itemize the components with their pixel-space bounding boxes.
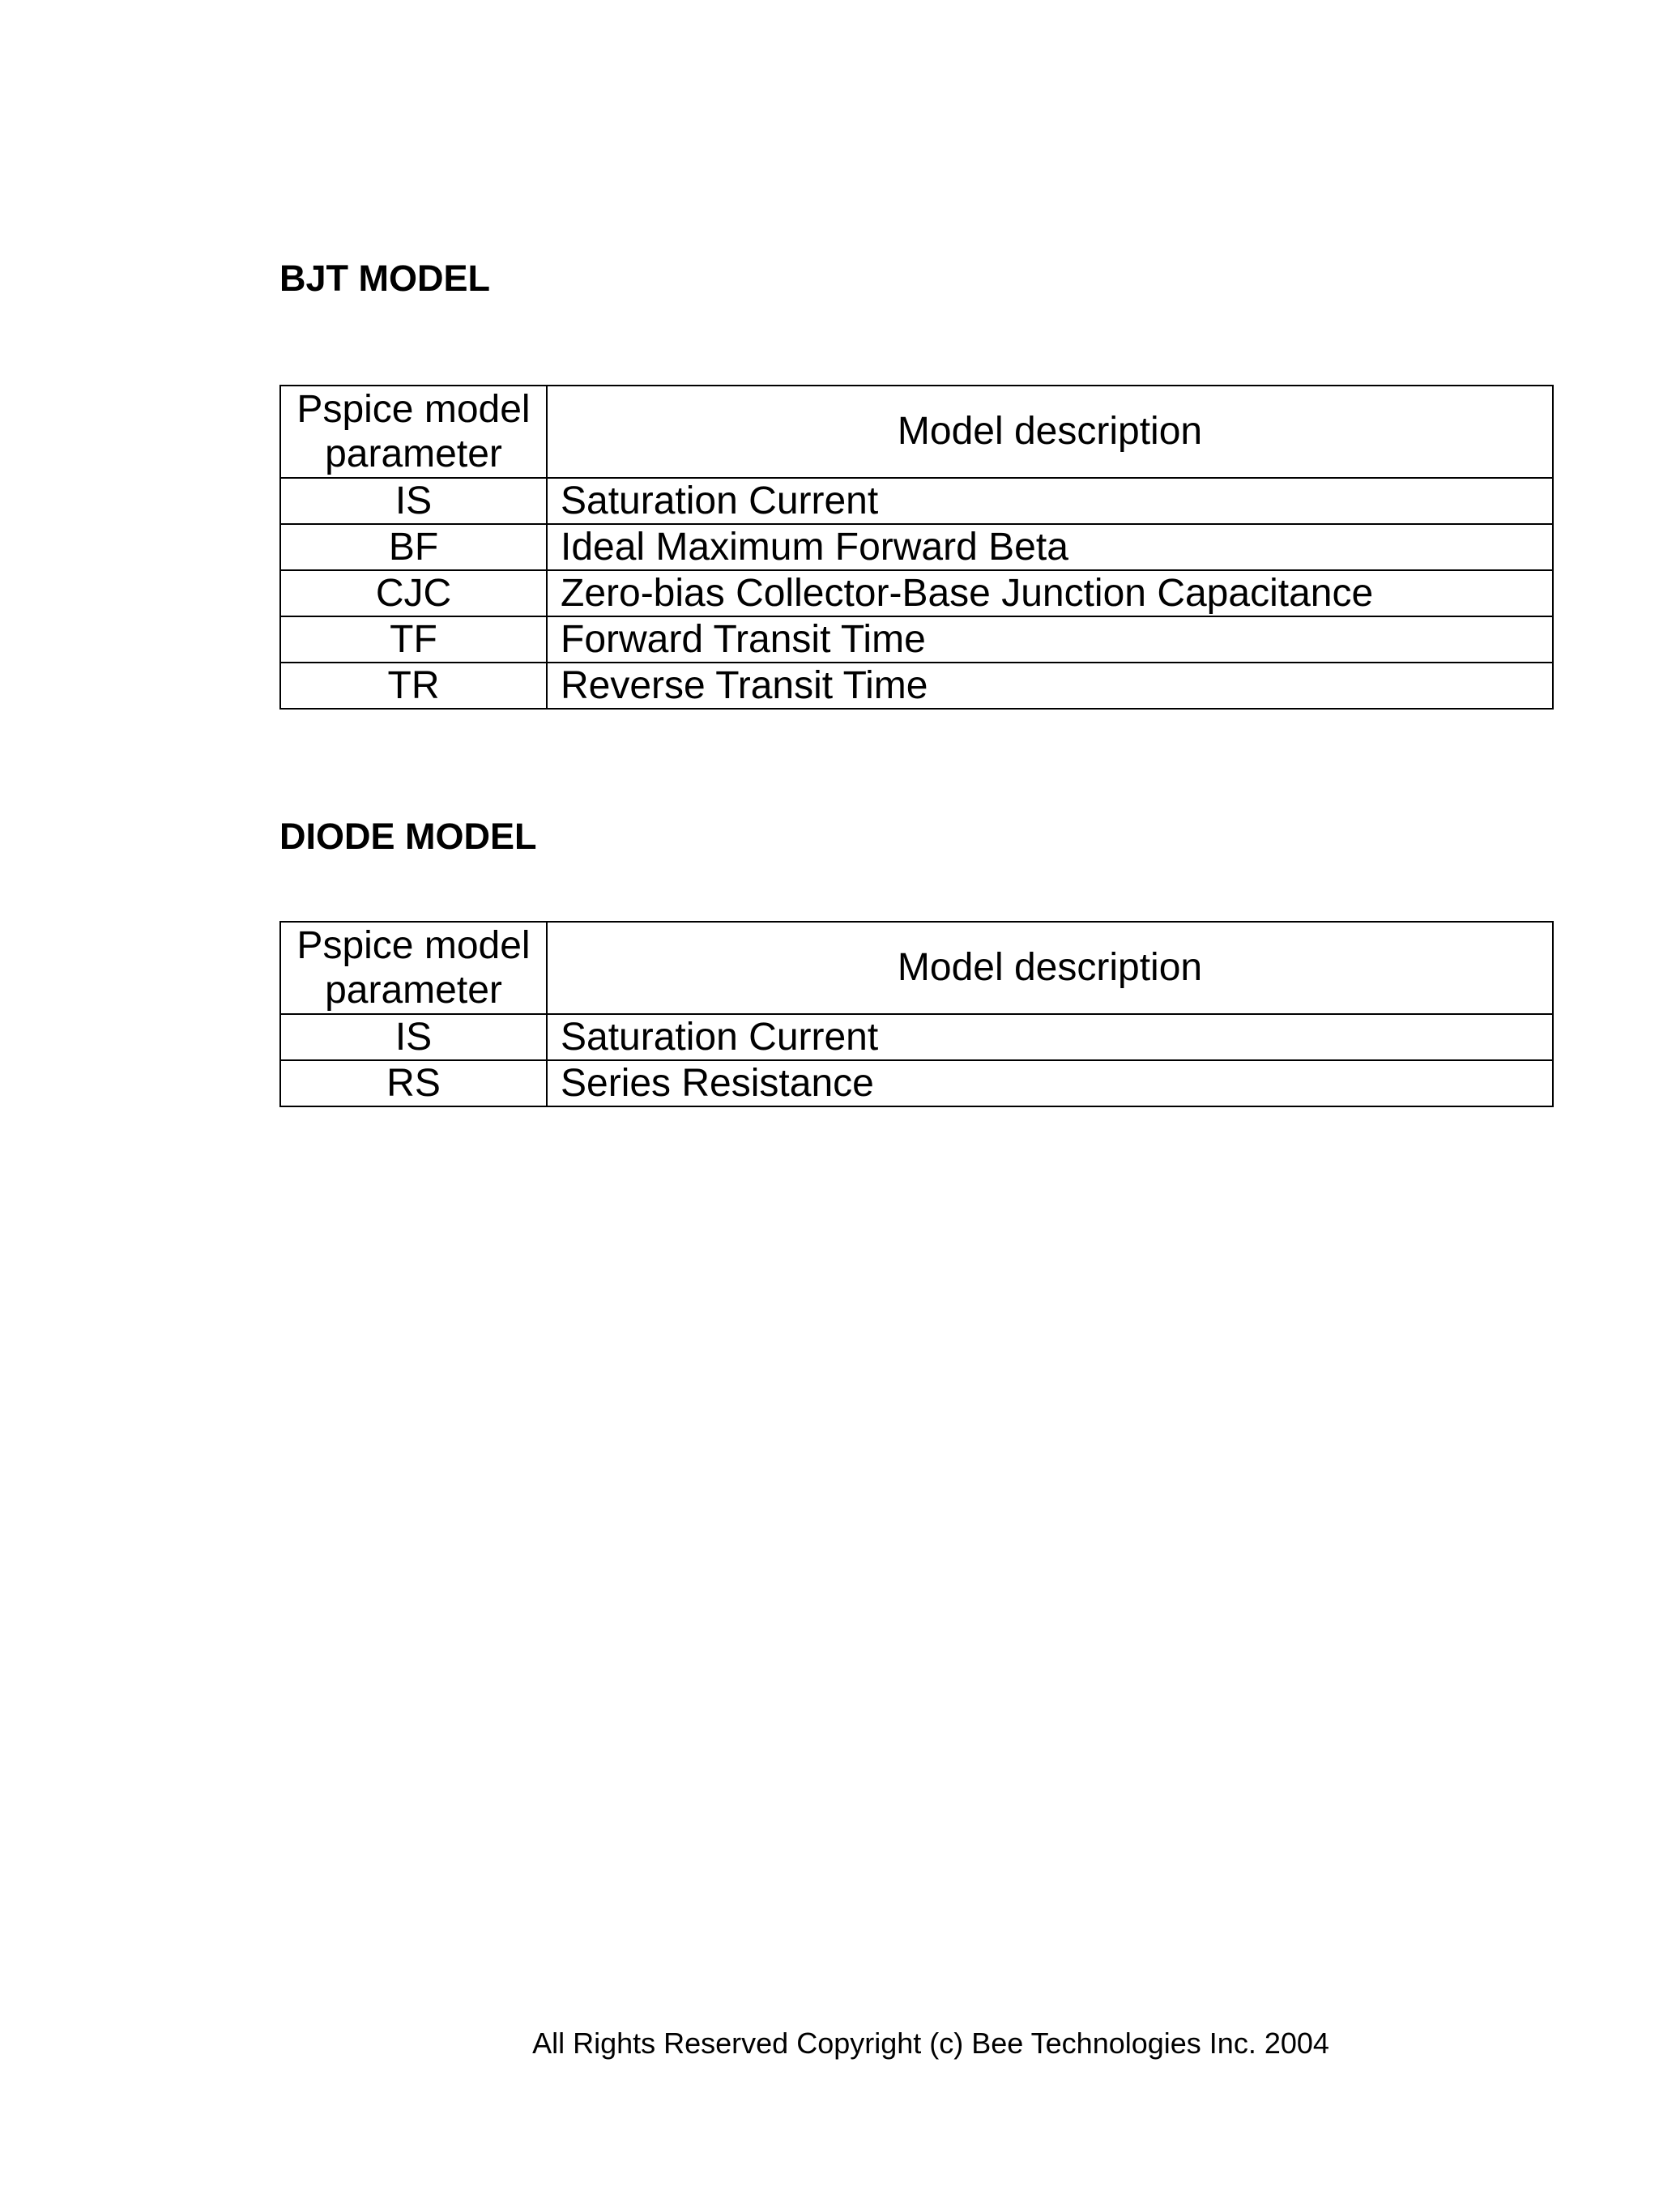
description-cell: Series Resistance [547,1060,1553,1106]
parameter-cell: IS [280,1014,547,1060]
description-cell: Reverse Transit Time [547,663,1553,709]
diode-model-heading: DIODE MODEL [279,816,537,857]
parameter-cell: CJC [280,570,547,616]
table-header-row [280,922,1553,1014]
table-row [280,663,1553,709]
column-header-description: Model description [547,922,1553,1014]
table-row [280,524,1553,570]
column-header-parameter: Pspice model parameter [280,922,547,1014]
bjt-model-heading: BJT MODEL [279,258,491,299]
bjt-parameter-table [279,385,1554,710]
parameter-cell: RS [280,1060,547,1106]
column-header-description: Model description [547,386,1553,478]
description-cell: Forward Transit Time [547,616,1553,663]
description-cell: Saturation Current [547,478,1553,524]
description-cell: Saturation Current [547,1014,1553,1060]
copyright-footer: All Rights Reserved Copyright (c) Bee Technologies Inc. 2004 [532,2027,1329,2060]
parameter-cell: TF [280,616,547,663]
parameter-cell: BF [280,524,547,570]
table-header-row [280,386,1553,478]
table-row [280,1060,1553,1106]
table-row [280,478,1553,524]
parameter-cell: IS [280,478,547,524]
table-row [280,1014,1553,1060]
description-cell: Ideal Maximum Forward Beta [547,524,1553,570]
table-row [280,570,1553,616]
diode-parameter-table [279,921,1554,1107]
table-row [280,616,1553,663]
parameter-cell: TR [280,663,547,709]
description-cell: Zero-bias Collector-Base Junction Capacitance [547,570,1553,616]
column-header-parameter: Pspice model parameter [280,386,547,478]
